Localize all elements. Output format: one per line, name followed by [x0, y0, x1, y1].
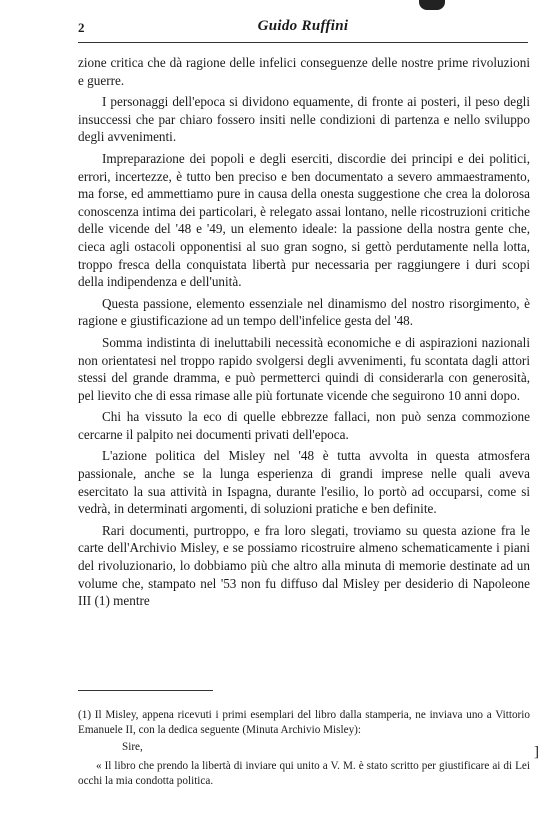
paragraph: Somma indistinta di ineluttabili necessità economiche e di aspirazioni nazionali non orientatesi nel troppo rapido svolgersi degli avvenimenti, fu scontata dagli attori stessi del grande dramma, e può permetterci quindi di considerarla con generosità, pel lievito che di essa rimase alle più fortunate vicende che seguirono 10 anni dopo.: [78, 334, 530, 403]
body-text: [78, 54, 530, 614]
paragraph: I personaggi dell'epoca si dividono equamente, di fronte ai posteri, il peso degli insuccessi che par chiaro fossero insiti nelle condizioni di partenza e nello sviluppo degli avvenimenti.: [78, 94, 530, 145]
ink-smudge: [419, 0, 445, 10]
header-rule: [78, 42, 528, 43]
page-number: 2: [78, 20, 85, 35]
footnotes: [78, 708, 530, 789]
bracket-mark: ]: [534, 744, 539, 760]
running-head: Guido Ruffini: [257, 18, 349, 34]
paragraph: zione critica che dà ragione delle infelici conseguenze delle nostre prime rivoluzioni e guerre.: [78, 55, 530, 88]
footnote-salutation: Sire,: [122, 741, 143, 753]
footnote-quote: « Il libro che prendo la libertà di inviare qui unito a V. M. è stato scritto per giustificare ai di Lei occhi la mia condotta politica.: [78, 760, 530, 787]
paragraph: Impreparazione dei popoli e degli eserciti, discordie dei principi e dei politici, errori, incertezze, è tutto ben preciso e ben documentato a severo ammaestramento, ma forse, ed ammettiamo pure in causa della onesta suggestione che crea la dolorosa conoscenza intima dei particolari, è relegato assai lontano, nelle ricostruzioni critiche delle vicende del '48 e '49, un elemento ideale: la passione della nostra gente che, cieca agli ostacoli opponentisi al suo gran sogno, si gettò perdutamente nella lotta, troppo fresca della conquistata libertà pur necessaria per raggiungere i duri scopi della indipendenza e dell'unità.: [78, 150, 530, 290]
paragraph: Chi ha vissuto la eco di quelle ebbrezze fallaci, non può senza commozione cercarne il palpito nei documenti privati dell'epoca.: [78, 409, 530, 442]
footnote-rule: [78, 690, 213, 691]
paragraph: Questa passione, elemento essenziale nel dinamismo del nostro risorgimento, è ragione e giustificazione ad un tempo dell'infelice gesta del '48.: [78, 295, 530, 329]
paragraph: Rari documenti, purtroppo, e fra loro slegati, troviamo su questa azione fra le carte dell'Archivio Misley, e se possiamo ricostruire almeno schematicamente i piani del rivoluzionario, lo dobbiamo più che altro alla minuta di memorie destinate ad un volume che, stampato nel '53 non fu diffuso dal Misley per desiderio di Napoleone III (1) mentre: [78, 522, 530, 609]
footnote-1: (1) Il Misley, appena ricevuti i primi esemplari del libro dalla stamperia, ne inviava uno a Vittorio Emanuele II, con la dedica seguente (Minuta Archivio Misley):: [78, 709, 530, 736]
page-header: [78, 18, 528, 42]
paragraph: L'azione politica del Misley nel '48 è tutta avvolta in questa atmosfera passionale, anche se la lunga esperienza di grandi imprese nelle quali aveva esercitato la sua attività in Ispagna, durante l'esilio, lo portò ad occuparsi, come si vedrà, in determinati argomenti, di soluzioni pratiche e ben definite.: [78, 448, 530, 517]
